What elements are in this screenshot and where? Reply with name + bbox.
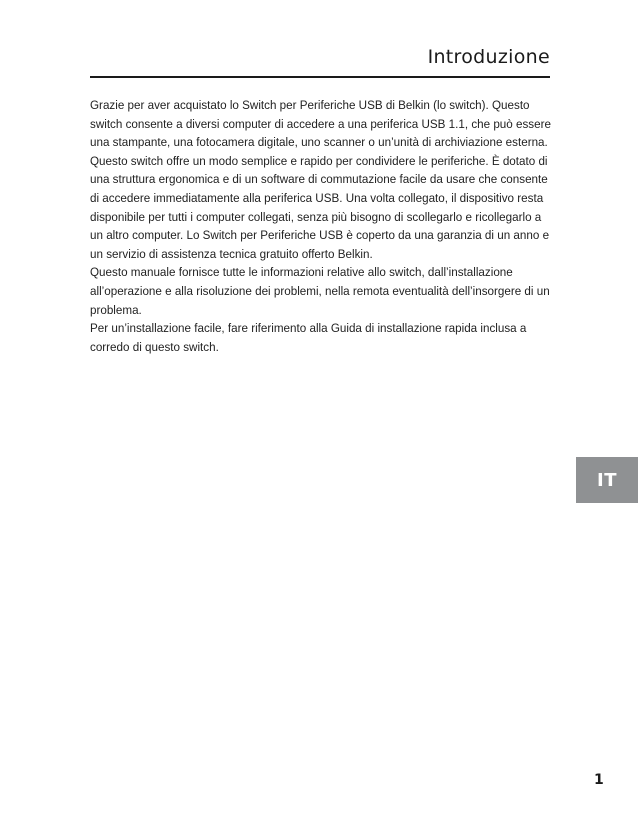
page-number: 1 (594, 772, 604, 788)
page-header (90, 44, 550, 78)
page-title: Introduzione (427, 46, 550, 68)
quick-guide-paragraph: Per un’installazione facile, fare riferimento alla Guida di installazione rapida inclusa a corredo di questo switch. (90, 321, 527, 354)
language-tab (576, 457, 638, 503)
intro-paragraph: Grazie per aver acquistato lo Switch per Periferiche USB di Belkin (lo switch). Questo switch consente a diversi computer di accedere a una periferica USB 1.1, che può essere una stampante, una fotocamera digitale, uno scanner o un’unità di archiviazione esterna. Questo switch offre un modo semplice e rapido per condividere le periferiche. È dotato di una struttura ergonomica e di un software di commutazione facile da usare che consente di accedere immediatamente alla periferica USB. Una volta collegato, il dispositivo resta disponibile per tutti i computer collegati, senza più bisogno di scollegarlo e ricollegarlo a un altro computer. Lo Switch per Periferiche USB è coperto da una garanzia di un anno e un servizio di assistenza tecnica gratuito offerto Belkin. (90, 98, 551, 261)
body-text (90, 96, 556, 356)
manual-paragraph: Questo manuale fornisce tutte le informazioni relative allo switch, dall’installazione all’operazione e alla risoluzione dei problemi, nella remota eventualità dell’insorgere di un problema. (90, 265, 550, 317)
language-tab-label: IT (597, 469, 617, 491)
